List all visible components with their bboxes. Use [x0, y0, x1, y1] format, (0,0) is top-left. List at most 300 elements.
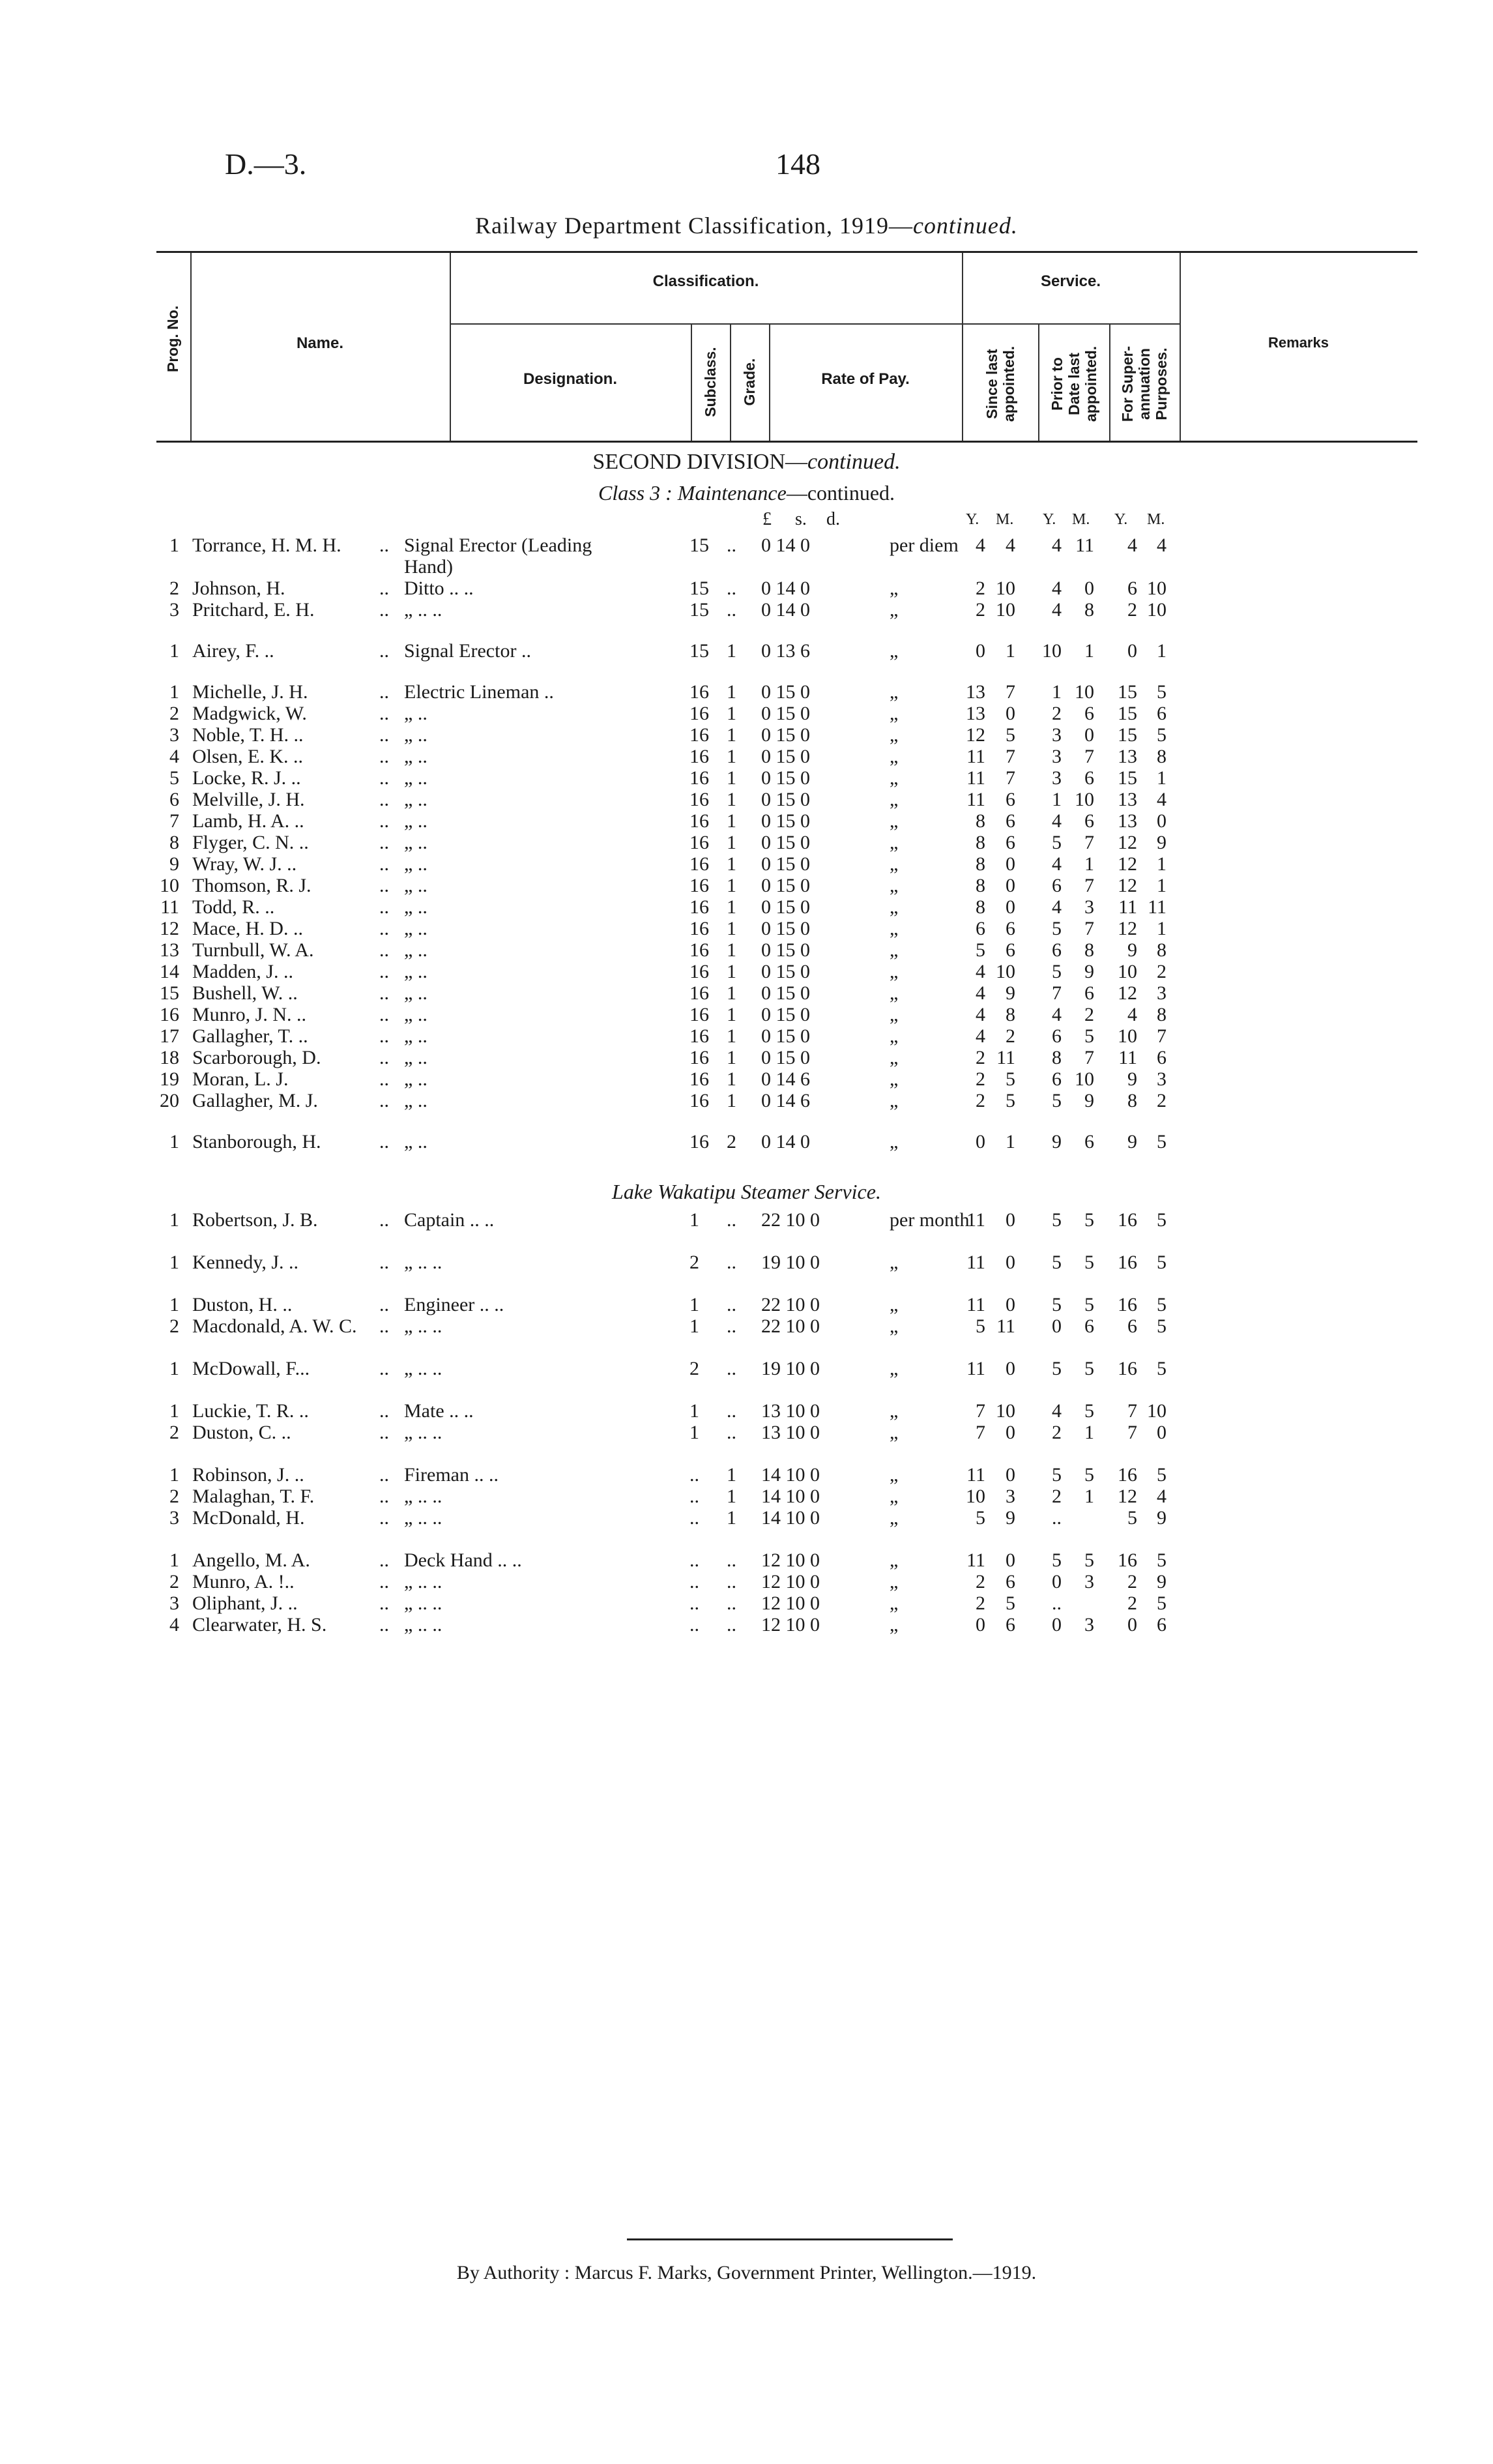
cell-no: 4: [169, 1614, 179, 1635]
cell-y3: 16: [1118, 1464, 1137, 1486]
cell-pay: 0 15 0: [761, 1047, 810, 1068]
cell-m3: 5: [1157, 1464, 1167, 1486]
cell-y3: 11: [1118, 896, 1137, 918]
cell-y1: 6: [976, 918, 985, 939]
cell-unit: „: [890, 832, 899, 853]
cell-name: Malaghan, T. F.: [192, 1486, 315, 1507]
cell-m1: 7: [1006, 746, 1015, 767]
cell-unit: „: [890, 599, 899, 621]
table-row: [0, 1004, 1493, 1026]
cell-no: 19: [160, 1068, 179, 1090]
cell-m3: 5: [1157, 1358, 1167, 1379]
leader-dots: ..: [379, 1252, 389, 1273]
cell-designation: „ ..: [404, 939, 428, 961]
cell-grade: ..: [727, 1614, 736, 1635]
cell-y1: 2: [976, 1571, 985, 1592]
cell-name: Gallagher, M. J.: [192, 1090, 318, 1111]
cell-y3: 4: [1127, 535, 1137, 556]
cell-y2: 5: [1052, 1209, 1062, 1231]
cell-designation: „ ..: [404, 1047, 428, 1068]
cell-m2: 0: [1084, 724, 1094, 746]
cell-m1: 6: [1006, 1614, 1015, 1635]
cell-m2: 11: [1075, 535, 1094, 556]
cell-name: Robertson, J. B.: [192, 1209, 318, 1231]
cell-m1: 10: [996, 578, 1015, 599]
header-remarks: Remarks: [1268, 334, 1329, 351]
cell-unit: „: [890, 961, 899, 982]
cell-y3: 9: [1127, 1131, 1137, 1152]
cell-m2: 5: [1084, 1025, 1094, 1047]
cell-designation: „ ..: [404, 918, 428, 939]
doc-reference: D.—3.: [225, 147, 307, 181]
cell-m3: 4: [1157, 789, 1167, 810]
cell-y2: 9: [1052, 1131, 1062, 1152]
cell-y1: 4: [976, 535, 985, 556]
cell-no: 2: [169, 1315, 179, 1337]
cell-subclass: 16: [689, 1047, 709, 1068]
cell-pay: 0 15 0: [761, 896, 810, 918]
cell-designation: „ ..: [404, 724, 428, 746]
cell-m1: 0: [1006, 1209, 1015, 1231]
cell-designation: „ ..: [404, 703, 428, 724]
cell-y1: 2: [976, 1068, 985, 1090]
header-rate-of-pay: Rate of Pay.: [821, 370, 910, 388]
cell-no: 10: [160, 875, 179, 896]
cell-m3: 3: [1157, 1068, 1167, 1090]
cell-m1: 1: [1006, 640, 1015, 662]
cell-y3: 12: [1118, 1486, 1137, 1507]
cell-subclass: 15: [689, 599, 709, 621]
cell-pay: 12 10 0: [761, 1592, 820, 1614]
cell-y2: 3: [1052, 746, 1062, 767]
cell-m1: 0: [1006, 1294, 1015, 1315]
title-main: Railway Department Classification, 1919—: [475, 213, 913, 239]
cell-name: Duston, C. ..: [192, 1422, 291, 1443]
cell-pay: 0 13 6: [761, 640, 810, 662]
cell-designation: „ ..: [404, 982, 428, 1004]
cell-m1: 2: [1006, 1025, 1015, 1047]
cell-m3: 6: [1157, 1047, 1167, 1068]
cell-y3: 13: [1118, 746, 1137, 767]
cell-unit: „: [890, 1592, 899, 1614]
cell-grade: ..: [727, 535, 736, 556]
cell-unit: „: [890, 724, 899, 746]
table-row: [0, 896, 1493, 918]
cell-name: Kennedy, J. ..: [192, 1252, 299, 1273]
header-prog-no: Prog. No.: [164, 305, 181, 372]
table-row: [0, 681, 1493, 703]
cell-m3: 0: [1157, 810, 1167, 832]
cell-m2: 10: [1075, 681, 1094, 703]
cell-grade: ..: [727, 1294, 736, 1315]
cell-subclass: ..: [689, 1464, 699, 1486]
cell-subclass: 16: [689, 746, 709, 767]
cell-unit: „: [890, 1486, 899, 1507]
cell-pay: 13 10 0: [761, 1400, 820, 1422]
cell-unit: „: [890, 640, 899, 662]
cell-y2: 6: [1052, 875, 1062, 896]
cell-subclass: 16: [689, 1068, 709, 1090]
cell-m2: 5: [1084, 1209, 1094, 1231]
leader-dots: ..: [379, 1294, 389, 1315]
cell-m1: 0: [1006, 1549, 1015, 1571]
cell-subclass: 16: [689, 918, 709, 939]
leader-dots: ..: [379, 810, 389, 832]
cell-m3: 3: [1157, 982, 1167, 1004]
cell-pay: 0 14 0: [761, 578, 810, 599]
cell-grade: 1: [727, 1025, 736, 1047]
cell-designation: „ .. ..: [404, 1592, 442, 1614]
cell-pay: 0 14 0: [761, 599, 810, 621]
cell-subclass: 1: [689, 1209, 699, 1231]
cell-grade: 1: [727, 767, 736, 789]
cell-m1: 11: [996, 1315, 1015, 1337]
cell-designation: „ ..: [404, 1004, 428, 1025]
leader-dots: ..: [379, 578, 389, 599]
cell-pay: 0 15 0: [761, 939, 810, 961]
cell-pay: 14 10 0: [761, 1507, 820, 1529]
cell-y2: 6: [1052, 939, 1062, 961]
table-row: [0, 1571, 1493, 1593]
cell-pay: 0 15 0: [761, 1025, 810, 1047]
cell-y2: 5: [1052, 1358, 1062, 1379]
cell-grade: ..: [727, 1209, 736, 1231]
cell-name: Johnson, H.: [192, 578, 285, 599]
cell-subclass: ..: [689, 1486, 699, 1507]
cell-m2: 6: [1084, 703, 1094, 724]
cell-grade: ..: [727, 1252, 736, 1273]
cell-name: Turnbull, W. A.: [192, 939, 314, 961]
cell-name: Airey, F. ..: [192, 640, 274, 662]
cell-subclass: 1: [689, 1400, 699, 1422]
cell-no: 9: [169, 853, 179, 875]
table-row: [0, 1209, 1493, 1231]
cell-name: Moran, L. J.: [192, 1068, 289, 1090]
cell-m1: 3: [1006, 1486, 1015, 1507]
table-row: [0, 853, 1493, 875]
cell-y1: 2: [976, 1592, 985, 1614]
cell-m1: 0: [1006, 875, 1015, 896]
cell-y1: 4: [976, 961, 985, 982]
cell-no: 1: [169, 1464, 179, 1486]
cell-y3: 4: [1127, 1004, 1137, 1025]
leader-dots: ..: [379, 1549, 389, 1571]
table-row: [0, 875, 1493, 897]
cell-y3: 13: [1118, 789, 1137, 810]
cell-y2: 4: [1052, 535, 1062, 556]
cell-no: 14: [160, 961, 179, 982]
cell-name: Munro, J. N. ..: [192, 1004, 307, 1025]
leader-dots: ..: [379, 1209, 389, 1231]
cell-unit: per month: [890, 1209, 970, 1231]
header-since-last-appointed: Since last appointed.: [983, 345, 1017, 422]
table-row: [0, 556, 1493, 578]
cell-y3: 15: [1118, 681, 1137, 703]
cell-y2: 6: [1052, 1025, 1062, 1047]
cell-m1: 9: [1006, 1507, 1015, 1529]
cell-unit: „: [890, 1358, 899, 1379]
cell-subclass: 16: [689, 703, 709, 724]
cell-m2: 9: [1084, 1090, 1094, 1111]
cell-name: Todd, R. ..: [192, 896, 275, 918]
cell-name: Scarborough, D.: [192, 1047, 321, 1068]
header-prior-to-date: Prior to Date last appointed.: [1049, 345, 1099, 422]
cell-subclass: 15: [689, 535, 709, 556]
table-row: [0, 578, 1493, 600]
cell-grade: ..: [727, 578, 736, 599]
cell-y1: 11: [966, 1358, 985, 1379]
cell-y1: 0: [976, 1131, 985, 1152]
cell-m2: 2: [1084, 1004, 1094, 1025]
cell-y2: 3: [1052, 724, 1062, 746]
cell-subclass: 16: [689, 681, 709, 703]
leader-dots: ..: [379, 1507, 389, 1529]
table-row: [0, 1315, 1493, 1338]
cell-y2: 1: [1052, 681, 1062, 703]
cell-y2: 3: [1052, 767, 1062, 789]
cell-y1: 11: [966, 1549, 985, 1571]
cell-y3: 12: [1118, 918, 1137, 939]
cell-unit: „: [890, 1004, 899, 1025]
cell-name: McDowall, F...: [192, 1358, 310, 1379]
cell-y1: 8: [976, 853, 985, 875]
imprint: By Authority : Marcus F. Marks, Government Printer, Wellington.—1919.: [456, 2262, 1037, 2283]
cell-subclass: ..: [689, 1614, 699, 1635]
leader-dots: ..: [379, 832, 389, 853]
cell-pay: 22 10 0: [761, 1315, 820, 1337]
cell-pay: 0 15 0: [761, 982, 810, 1004]
cell-m1: 5: [1006, 1090, 1015, 1111]
cell-pay: 12 10 0: [761, 1614, 820, 1635]
table-row: [0, 703, 1493, 725]
cell-pay: 0 15 0: [761, 789, 810, 810]
cell-name: Stanborough, H.: [192, 1131, 321, 1152]
cell-m2: 7: [1084, 875, 1094, 896]
cell-y1: 4: [976, 1004, 985, 1025]
cell-m3: 9: [1157, 832, 1167, 853]
cell-subclass: 1: [689, 1422, 699, 1443]
cell-name: Michelle, J. H.: [192, 681, 308, 703]
cell-m1: 10: [996, 1400, 1015, 1422]
cell-m1: 1: [1006, 1131, 1015, 1152]
cell-name: Clearwater, H. S.: [192, 1614, 327, 1635]
cell-y3: 13: [1118, 810, 1137, 832]
table-row: [0, 1422, 1493, 1444]
cell-pay: 0 15 0: [761, 853, 810, 875]
table-row: [0, 746, 1493, 768]
cell-designation: Signal Erector (Leading: [404, 535, 592, 556]
cell-unit: „: [890, 703, 899, 724]
leader-dots: ..: [379, 875, 389, 896]
cell-subclass: 16: [689, 939, 709, 961]
cell-grade: 1: [727, 640, 736, 662]
cell-subclass: 16: [689, 810, 709, 832]
cell-designation: „ ..: [404, 961, 428, 982]
cell-m3: 8: [1157, 939, 1167, 961]
cell-y2: 5: [1052, 832, 1062, 853]
cell-designation: Electric Lineman ..: [404, 681, 554, 703]
cell-y3: 2: [1127, 1592, 1137, 1614]
cell-y3: 15: [1118, 767, 1137, 789]
cell-unit: „: [890, 896, 899, 918]
cell-y2: 4: [1052, 599, 1062, 621]
cell-designation: Captain .. ..: [404, 1209, 495, 1231]
cell-unit: „: [890, 875, 899, 896]
cell-no: 1: [169, 1252, 179, 1273]
table-row: [0, 810, 1493, 832]
table-row: [0, 1068, 1493, 1091]
cell-grade: 1: [727, 896, 736, 918]
cell-name: Gallagher, T. ..: [192, 1025, 308, 1047]
cell-unit: „: [890, 982, 899, 1004]
cell-y2: 4: [1052, 810, 1062, 832]
cell-y3: 6: [1127, 578, 1137, 599]
table-row: [0, 982, 1493, 1005]
cell-y1: 11: [966, 746, 985, 767]
cell-m3: 2: [1157, 961, 1167, 982]
cell-name: Flyger, C. N. ..: [192, 832, 309, 853]
table-header: [156, 251, 1417, 443]
cell-grade: ..: [727, 599, 736, 621]
cell-designation: „ .. ..: [404, 1358, 442, 1379]
cell-m1: 5: [1006, 1068, 1015, 1090]
cell-grade: ..: [727, 1400, 736, 1422]
table-row: [0, 832, 1493, 854]
cell-no: 18: [160, 1047, 179, 1068]
cell-designation: Mate .. ..: [404, 1400, 474, 1422]
cell-m1: 5: [1006, 724, 1015, 746]
cell-pay: 0 15 0: [761, 1004, 810, 1025]
cell-no: 5: [169, 767, 179, 789]
cell-designation: Fireman .. ..: [404, 1464, 499, 1486]
cell-y1: 11: [966, 1252, 985, 1273]
cell-pay: 0 15 0: [761, 767, 810, 789]
cell-unit: „: [890, 1400, 899, 1422]
footer-rule: [627, 2238, 953, 2240]
cell-m3: 6: [1157, 703, 1167, 724]
cell-m2: 3: [1084, 896, 1094, 918]
cell-subclass: ..: [689, 1592, 699, 1614]
cell-m1: 0: [1006, 703, 1015, 724]
cell-y1: 8: [976, 832, 985, 853]
cell-grade: 1: [727, 1047, 736, 1068]
cell-y1: 11: [966, 767, 985, 789]
cell-name: Locke, R. J. ..: [192, 767, 301, 789]
cell-m3: 2: [1157, 1090, 1167, 1111]
cell-y3: 5: [1127, 1507, 1137, 1529]
leader-dots: ..: [379, 1047, 389, 1068]
cell-unit: „: [890, 1422, 899, 1443]
cell-y2: 5: [1052, 961, 1062, 982]
cell-y1: 11: [966, 1294, 985, 1315]
cell-grade: 1: [727, 681, 736, 703]
cell-designation: „ ..: [404, 853, 428, 875]
cell-y2: 5: [1052, 1294, 1062, 1315]
table-row: [0, 1614, 1493, 1636]
cell-designation: „ ..: [404, 875, 428, 896]
cell-name: Melville, J. H.: [192, 789, 305, 810]
cell-unit: „: [890, 918, 899, 939]
cell-no: 1: [169, 535, 179, 556]
table-row: [0, 789, 1493, 811]
cell-pay: 0 15 0: [761, 961, 810, 982]
cell-m3: 11: [1148, 896, 1167, 918]
cell-m2: 10: [1075, 1068, 1094, 1090]
cell-unit: „: [890, 681, 899, 703]
cell-subclass: 2: [689, 1358, 699, 1379]
cell-grade: 1: [727, 810, 736, 832]
cell-pay: 19 10 0: [761, 1252, 820, 1273]
cell-m2: 3: [1084, 1571, 1094, 1592]
cell-y3: 16: [1118, 1252, 1137, 1273]
cell-m3: 1: [1157, 853, 1167, 875]
cell-grade: 1: [727, 1068, 736, 1090]
cell-m2: 1: [1084, 1422, 1094, 1443]
cell-no: 16: [160, 1004, 179, 1025]
cell-no: 2: [169, 1486, 179, 1507]
cell-y3: 12: [1118, 853, 1137, 875]
cell-no: 1: [169, 681, 179, 703]
cell-no: 1: [169, 1358, 179, 1379]
cell-pay: 0 14 0: [761, 1131, 810, 1152]
cell-name: McDonald, H.: [192, 1507, 305, 1529]
cell-y2: 2: [1052, 1422, 1062, 1443]
table-row: [0, 1592, 1493, 1615]
header-subclass: Subclass.: [702, 347, 719, 417]
leader-dots: ..: [379, 789, 389, 810]
cell-unit: „: [890, 1464, 899, 1486]
cell-m1: 9: [1006, 982, 1015, 1004]
header-grade: Grade.: [741, 358, 758, 406]
leader-dots: ..: [379, 1614, 389, 1635]
table-row: [0, 1047, 1493, 1069]
cell-pay: 0 15 0: [761, 875, 810, 896]
leader-dots: ..: [379, 681, 389, 703]
cell-pay: 0 15 0: [761, 810, 810, 832]
cell-name: Duston, H. ..: [192, 1294, 293, 1315]
cell-m3: 6: [1157, 1614, 1167, 1635]
leader-dots: ..: [379, 640, 389, 662]
cell-m1: 0: [1006, 1464, 1015, 1486]
cell-no: 1: [169, 640, 179, 662]
cell-m1: 0: [1006, 1358, 1015, 1379]
cell-name: Macdonald, A. W. C.: [192, 1315, 357, 1337]
cell-no: 13: [160, 939, 179, 961]
leader-dots: ..: [379, 1592, 389, 1614]
cell-y1: 11: [966, 1464, 985, 1486]
cell-m3: 7: [1157, 1025, 1167, 1047]
cell-y3: 0: [1127, 640, 1137, 662]
cell-designation: „ ..: [404, 767, 428, 789]
cell-unit: „: [890, 1315, 899, 1337]
cell-m1: 5: [1006, 1592, 1015, 1614]
cell-m2: 3: [1084, 1614, 1094, 1635]
cell-y3: 16: [1118, 1358, 1137, 1379]
cell-unit: „: [890, 578, 899, 599]
cell-y3: 6: [1127, 1315, 1137, 1337]
cell-pay: 13 10 0: [761, 1422, 820, 1443]
cell-name: Mace, H. D. ..: [192, 918, 303, 939]
leader-dots: ..: [379, 939, 389, 961]
cell-m3: 1: [1157, 767, 1167, 789]
cell-y1: 13: [966, 703, 985, 724]
cell-m2: 7: [1084, 1047, 1094, 1068]
cell-y2: 0: [1052, 1614, 1062, 1635]
cell-name: Bushell, W. ..: [192, 982, 298, 1004]
cell-y2: 4: [1052, 1004, 1062, 1025]
cell-designation: Deck Hand .. ..: [404, 1549, 522, 1571]
cell-designation: „ ..: [404, 1068, 428, 1090]
